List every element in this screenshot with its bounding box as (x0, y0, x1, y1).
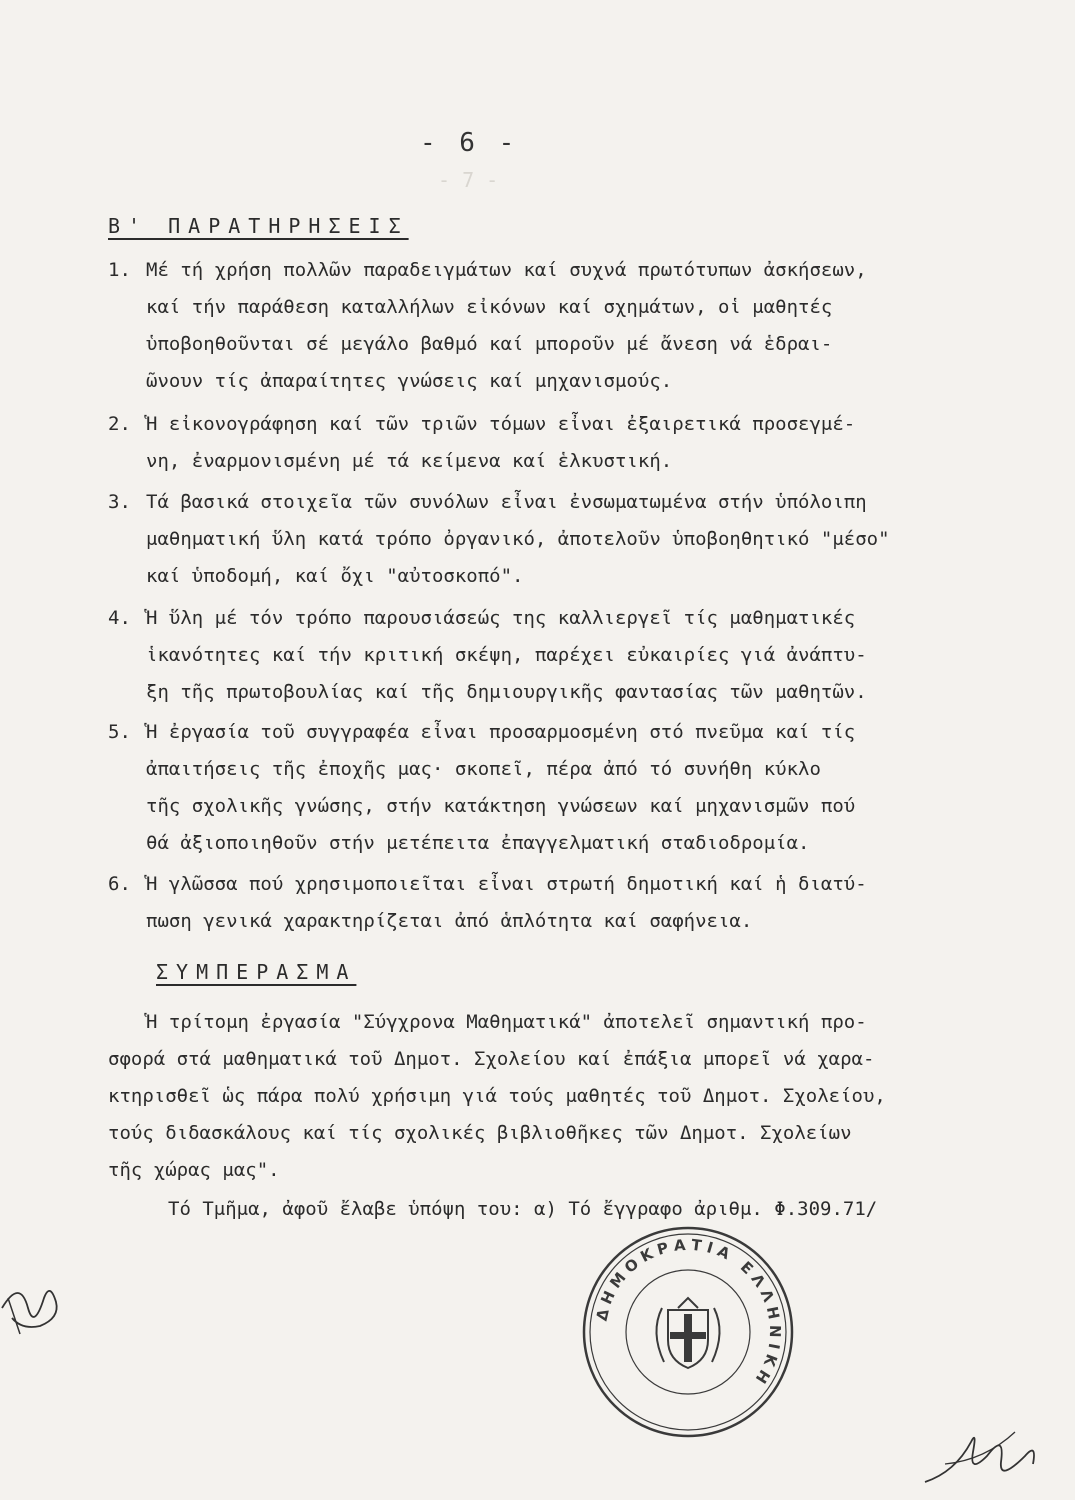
item-number: 6. (108, 873, 131, 895)
observations-heading: Β' ΠΑΡΑΤΗΡΗΣΕΙΣ (108, 214, 409, 238)
item-line: ῶνουν τίς ἀπαραίτητες γνώσεις καί μηχανισμούς. (146, 370, 673, 392)
item-line: Τά βασικά στοιχεῖα τῶν συνόλων εἶναι ἐνσωματωμένα στήν ὑπόλοιπη (146, 491, 867, 513)
item-line: πωση γενικά χαρακτηρίζεται ἀπό ἁπλότητα καί σαφήνεια. (146, 910, 753, 932)
item-number: 4. (108, 607, 131, 629)
observation-item-1 (108, 252, 1068, 400)
conclusion-line: τῆς χώρας μας". (108, 1159, 280, 1181)
item-line: ἀπαιτήσεις τῆς ἐποχῆς μας· σκοπεῖ, πέρα ἀπό τό συνήθη κύκλο (146, 758, 821, 780)
item-line: καί τήν παράθεση καταλλήλων εἰκόνων καί σχημάτων, οἱ μαθητές (146, 296, 833, 318)
conclusion-line: τούς διδασκάλους καί τίς σχολικές βιβλιοθῆκες τῶν Δημοτ. Σχολείων (108, 1122, 852, 1144)
item-number: 3. (108, 491, 131, 513)
item-line: Ἡ ὕλη μέ τόν τρόπο παρουσιάσεώς της καλλιεργεῖ τίς μαθηματικές (146, 607, 856, 629)
conclusion-line: σφορά στά μαθηματικά τοῦ Δημοτ. Σχολείου καί ἐπάξια μπορεῖ νά χαρα- (108, 1048, 875, 1070)
observation-item-6 (108, 866, 1068, 940)
item-line: καί ὑποδομή, καί ὄχι "αὐτοσκοπό". (146, 565, 524, 587)
official-stamp (578, 1222, 798, 1442)
observation-item-4 (108, 600, 1068, 711)
signature-right (915, 1412, 1045, 1492)
stamp-text: ΔΗΜΟΚΡΑΤΙΑ ΕΛΛΗΝΙΚΗ (592, 1235, 785, 1392)
item-number: 5. (108, 721, 131, 743)
coat-of-arms-icon (656, 1298, 719, 1368)
item-number: 1. (108, 259, 131, 281)
item-line: Μέ τή χρήση πολλῶν παραδειγμάτων καί συχνά πρωτότυπων ἀσκήσεων, (146, 259, 867, 281)
item-line: Ἡ εἰκονογράφηση καί τῶν τριῶν τόμων εἶναι ἐξαιρετικά προσεγμέ- (146, 413, 856, 435)
signature-left (0, 1268, 70, 1338)
conclusion-line: κτηρισθεῖ ὡς πάρα πολύ χρήσιμη γιά τούς μαθητές τοῦ Δημοτ. Σχολείου, (108, 1085, 886, 1107)
conclusion-heading: ΣΥΜΠΕΡΑΣΜΑ (156, 960, 357, 984)
observation-item-3 (108, 484, 1068, 595)
item-number: 2. (108, 413, 131, 435)
item-line: Ἡ ἐργασία τοῦ συγγραφέα εἶναι προσαρμοσμένη στό πνεῦμα καί τίς (146, 721, 856, 743)
ghost-page-number: - 7 - (438, 168, 499, 192)
conclusion-line: Ἡ τρίτομη ἐργασία "Σύγχρονα Μαθηματικά" ἀποτελεῖ σημαντική προ- (146, 1011, 867, 1033)
item-line: ἱκανότητες καί τήν κριτική σκέψη, παρέχει εὐκαιρίες γιά ἀνάπτυ- (146, 644, 867, 666)
item-line: θά ἀξιοποιηθοῦν στήν μετέπειτα ἐπαγγελματική σταδιοδρομία. (146, 832, 810, 854)
observation-item-2 (108, 406, 1068, 480)
item-line: ὑποβοηθοῦνται σέ μεγάλο βαθμό καί μποροῦν μέ ἄνεση νά ἑδραι- (146, 333, 833, 355)
observation-item-5 (108, 714, 1068, 862)
item-line: ξη τῆς πρωτοβουλίας καί τῆς δημιουργικῆς φαντασίας τῶν μαθητῶν. (146, 681, 867, 703)
item-line: τῆς σχολικῆς γνώσης, στήν κατάκτηση γνώσεων καί μηχανισμῶν πού (146, 795, 856, 817)
item-line: μαθηματική ὕλη κατά τρόπο ὀργανικό, ἀποτελοῦν ὑποβοηθητικό "μέσο" (146, 528, 890, 550)
item-line: νη, ἐναρμονισμένη μέ τά κείμενα καί ἑλκυστική. (146, 450, 673, 472)
conclusion-paragraph (108, 1004, 1073, 1189)
page-number: - 6 - (420, 128, 519, 158)
closing-line: Τό Τμῆμα, ἀφοῦ ἔλαβε ὑπόψη του: α) Τό ἔγγραφο ἀριθμ. Φ.309.71/ (168, 1198, 878, 1220)
item-line: Ἡ γλῶσσα πού χρησιμοποιεῖται εἶναι στρωτή δημοτική καί ἡ διατύ- (146, 873, 867, 895)
